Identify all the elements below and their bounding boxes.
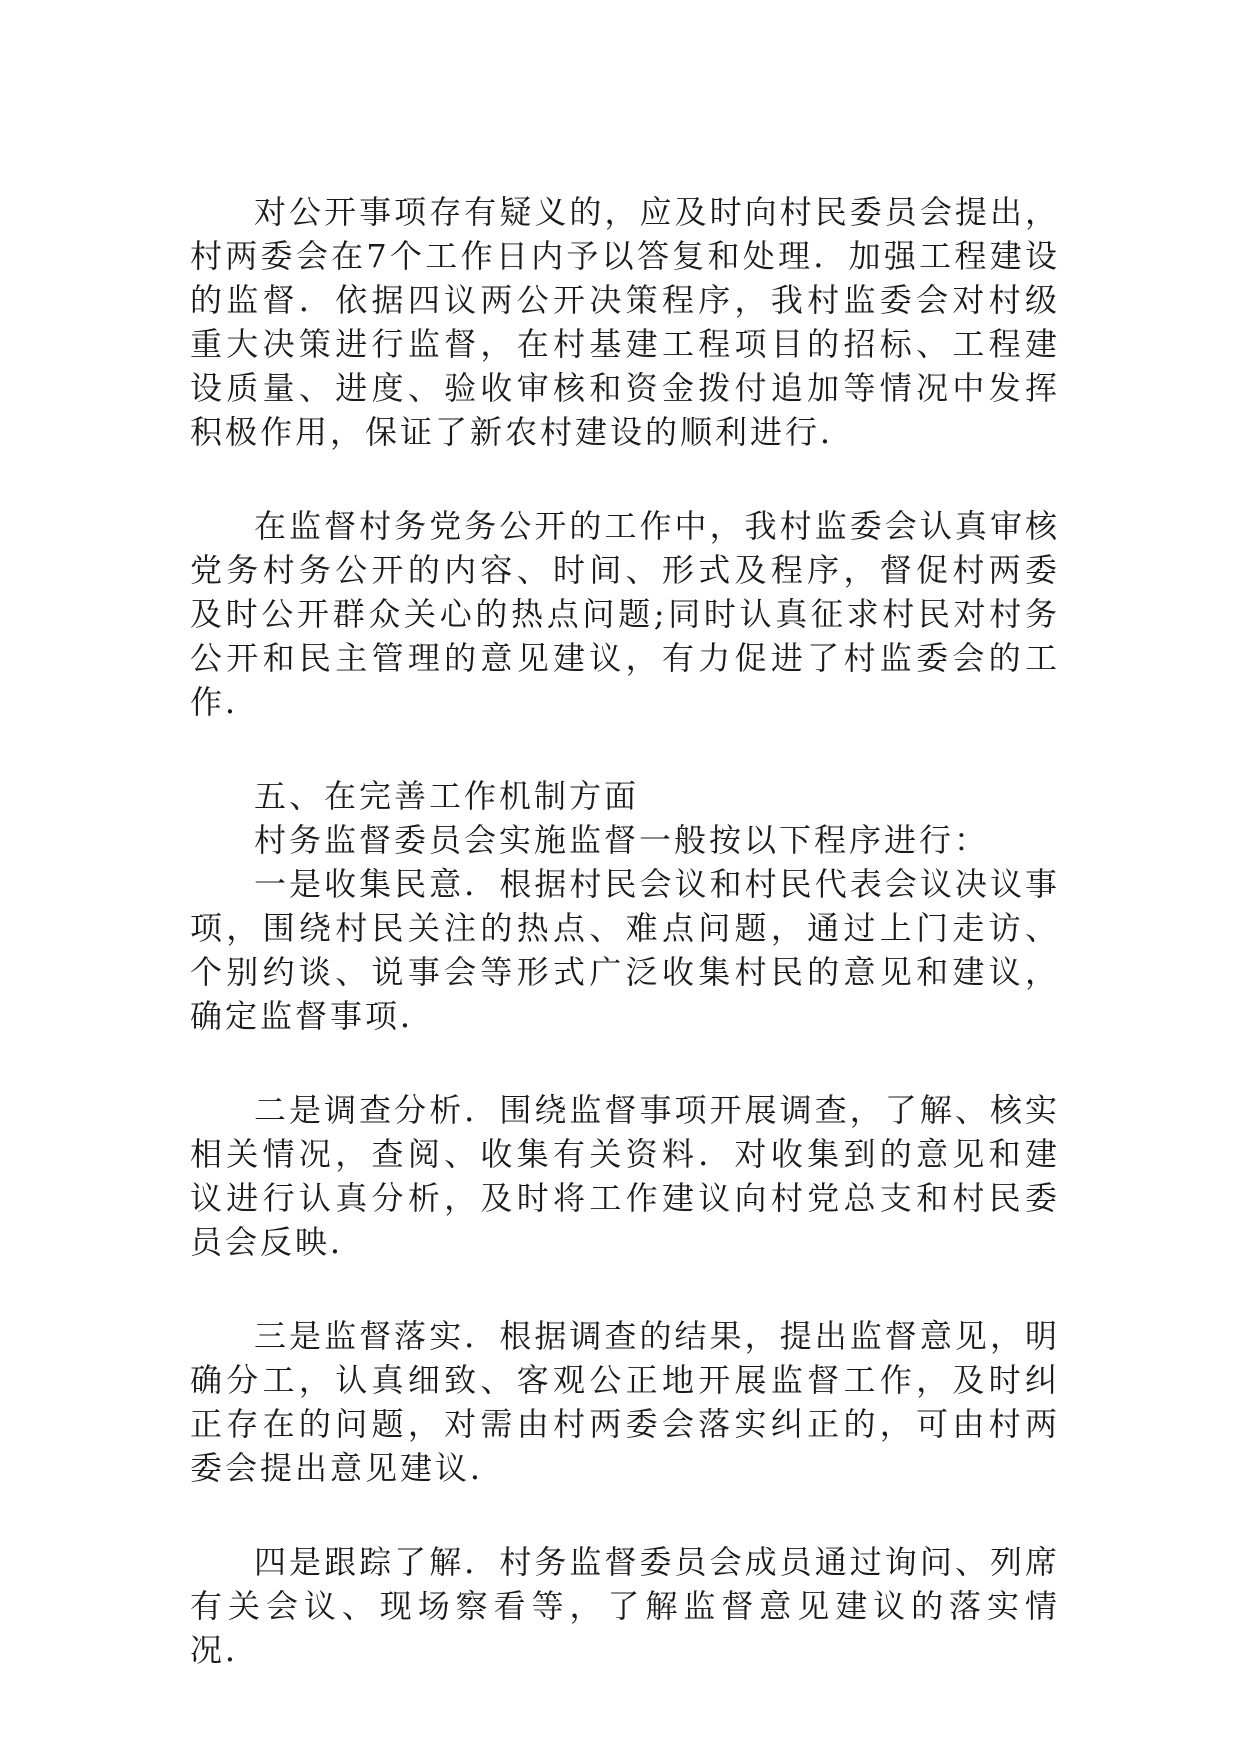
paragraph-step-follow-up: 四是跟踪了解．村务监督委员会成员通过询问、列席有关会议、现场察看等，了解监督意见建议的落实情况． — [190, 1543, 1060, 1669]
paragraph-disclosure-objection: 对公开事项存有疑义的，应及时向村民委员会提出，村两委会在7个工作日内予以答复和处理．加强工程建设的监督．依据四议两公开决策程序，我村监委会对村级重大决策进行监督，在村基建工程项目的招标、工程建设质量、进度、验收审核和资金拨付追加等情况中发挥积极作用，保证了新农村建设的顺利进行． — [190, 193, 1060, 451]
section-heading-work-mechanism: 五、在完善工作机制方面 — [254, 777, 640, 815]
document-page — [190, 190, 1060, 1672]
paragraph-procedure-intro: 村务监督委员会实施监督一般按以下程序进行： — [254, 821, 990, 859]
paragraph-party-affairs-supervision: 在监督村务党务公开的工作中，我村监委会认真审核党务村务公开的内容、时间、形式及程序，督促村两委及时公开群众关心的热点问题;同时认真征求村民对村务公开和民主管理的意见建议，有力促进了村监委会的工作． — [190, 507, 1060, 721]
paragraph-spacer — [190, 1490, 1060, 1540]
paragraph-step-investigate: 二是调查分析．围绕监督事项开展调查，了解、核实相关情况，查阅、收集有关资料．对收集到的意见和建议进行认真分析，及时将工作建议向村党总支和村民委员会反映． — [190, 1091, 1060, 1261]
paragraph-spacer — [190, 1264, 1060, 1314]
paragraph-step-collect-opinions: 一是收集民意．根据村民会议和村民代表会议决议事项，围绕村民关注的热点、难点问题，通过上门走访、个别约谈、说事会等形式广泛收集村民的意见和建议，确定监督事项． — [190, 865, 1060, 1035]
paragraph-step-implement: 三是监督落实．根据调查的结果，提出监督意见，明确分工，认真细致、客观公正地开展监督工作，及时纠正存在的问题，对需由村两委会落实纠正的，可由村两委会提出意见建议． — [190, 1317, 1060, 1487]
paragraph-spacer — [190, 724, 1060, 774]
paragraph-spacer — [190, 454, 1060, 504]
paragraph-spacer — [190, 1038, 1060, 1088]
